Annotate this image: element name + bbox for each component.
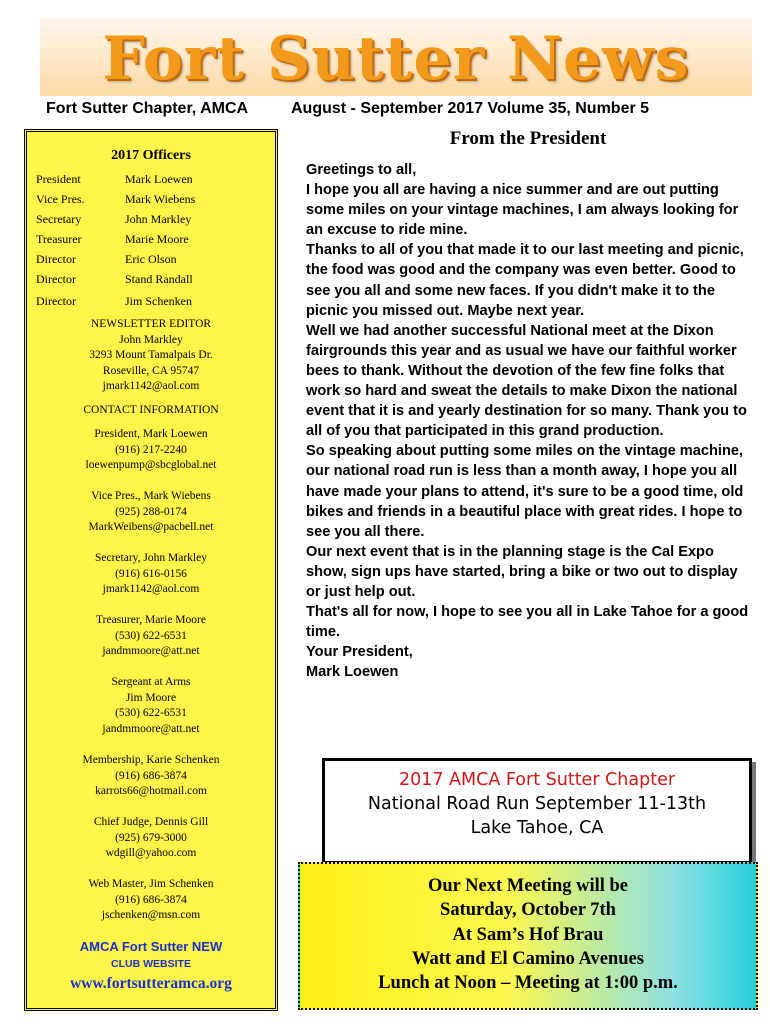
officer-name: Mark Loewen — [125, 172, 193, 186]
contact-phone: (925) 288-0174 — [115, 505, 187, 518]
officer-name: Jim Schenken — [125, 294, 192, 308]
contact-heading: CONTACT INFORMATION — [83, 404, 219, 416]
officer-role: Treasurer — [36, 232, 82, 246]
club-website-link[interactable]: www.fortsutteramca.org — [70, 975, 232, 992]
contact-block — [27, 815, 275, 862]
masthead — [40, 18, 752, 96]
contact-email: MarkWeibens@pacbell.net — [88, 521, 214, 533]
contact-email: jschenken@msn.com — [101, 909, 201, 921]
contact-name: Jim Moore — [125, 691, 177, 704]
meeting-address: Watt and El Camino Avenues — [412, 948, 644, 969]
contact-phone: (925) 679-3000 — [115, 831, 187, 844]
editor-city: Roseville, CA 95747 — [102, 364, 200, 377]
officer-name: Mark Wiebens — [125, 192, 196, 206]
contact-block — [27, 551, 275, 598]
meeting-date: Saturday, October 7th — [440, 900, 616, 921]
officer-role: Secretary — [36, 212, 82, 226]
contact-block — [27, 427, 275, 474]
contact-phone: (916) 686-3874 — [115, 769, 187, 782]
newsletter-title: Fort Sutter News — [102, 24, 690, 94]
contact-block — [27, 753, 275, 800]
contact-title: Treasurer, Marie Moore — [96, 614, 206, 626]
editor-name: John Markley — [119, 333, 183, 346]
officer-role: Director — [36, 272, 76, 286]
contact-block — [27, 489, 275, 536]
officer-name: Marie Moore — [125, 232, 189, 246]
contact-title: Secretary, John Markley — [95, 552, 207, 564]
meeting-venue: At Sam’s Hof Brau — [452, 924, 604, 945]
contact-email: jmark1142@aol.com — [102, 583, 200, 595]
chapter-name: Fort Sutter Chapter, AMCA — [46, 100, 249, 117]
contact-email: loewenpump@sbcglobal.net — [85, 459, 217, 471]
letter-paragraph: That's all for now, I hope to see you all in Lake Tahoe for a good time. — [306, 604, 749, 641]
contact-email: wdgill@yahoo.com — [105, 847, 197, 859]
road-run-chapter: 2017 AMCA Fort Sutter Chapter — [398, 770, 676, 790]
contact-phone: (916) 686-3874 — [115, 893, 187, 906]
contact-block — [27, 877, 275, 924]
letter-paragraph: Thanks to all of you that made it to our last meeting and picnic, the food was good and the company was even better. Good to see you all and some new faces. If you didn't make it to the picnic you missed out. Maybe next year. — [306, 242, 744, 319]
club-website-label: AMCA Fort Sutter NEW — [79, 939, 223, 954]
letter-paragraph: Greetings to all, — [306, 162, 417, 178]
officer-name: John Markley — [125, 212, 192, 226]
letter-signature: Mark Loewen — [306, 664, 399, 681]
officer-role: Director — [36, 294, 76, 308]
officer-role: Vice Pres. — [36, 192, 85, 206]
contact-title: Sergeant at Arms — [111, 676, 191, 688]
road-run-location: Lake Tahoe, CA — [470, 818, 604, 838]
editor-email: jmark1142@aol.com — [102, 380, 200, 392]
contact-phone: (530) 622-6531 — [115, 707, 187, 719]
contact-email: jandmmoore@att.net — [102, 722, 200, 735]
club-website-sublabel: CLUB WEBSITE — [111, 958, 191, 970]
road-run-dates: National Road Run September 11-13th — [367, 794, 707, 814]
contact-title: Membership, Karie Schenken — [82, 754, 220, 766]
president-heading: From the President — [449, 128, 607, 149]
officers-title: 2017 Officers — [111, 148, 191, 163]
sidebar — [24, 129, 278, 1011]
contact-title: Web Master, Jim Schenken — [88, 878, 214, 890]
officer-role: Director — [36, 252, 76, 266]
president-letter — [306, 160, 756, 682]
officer-role: President — [36, 172, 81, 186]
contact-title: Vice Pres., Mark Wiebens — [91, 490, 211, 502]
letter-paragraph: Well we had another successful National meet at the Dixon fairgrounds this year and as usual we have our faithful worker bees to thank. Without the devotion of the few fine folks that work so hard and sweat the details to make Dixon the national event that it is and yearly destination for so many. Thank you to all of you that participated in this grand production. — [306, 322, 747, 440]
road-run-announcement — [322, 758, 752, 864]
contact-block — [27, 675, 275, 737]
contact-phone: (530) 622-6531 — [115, 629, 187, 642]
letter-signoff: Your President, — [306, 644, 413, 661]
contact-phone: (916) 217-2240 — [115, 443, 187, 456]
meeting-time: Lunch at Noon – Meeting at 1:00 p.m. — [378, 973, 678, 994]
letter-paragraph: So speaking about putting some miles on the vintage machine, our national road run is less than a month away, I hope you all have made your plans to attend, it's sure to be a good time, old bikes and friends in a beautiful place with great rides. I hope to see you all there. — [306, 443, 744, 540]
editor-heading: NEWSLETTER EDITOR — [90, 318, 212, 330]
letter-paragraph: I hope you all are having a nice summer and are out putting some miles on your vintage machines, I am always looking for an excuse to ride mine. — [306, 182, 739, 239]
officer-name: Eric Olson — [125, 252, 177, 266]
issue-info: August - September 2017 Volume 35, Number 5 — [291, 100, 650, 117]
next-meeting-box — [298, 862, 758, 1010]
editor-street: 3293 Mount Tamalpais Dr. — [89, 349, 213, 361]
contact-phone: (916) 616-0156 — [115, 567, 187, 580]
contact-email: karrots66@hotmail.com — [95, 785, 207, 797]
officer-name: Stand Randall — [125, 272, 193, 286]
contact-title: President, Mark Loewen — [94, 428, 208, 440]
newsletter-editor — [27, 317, 275, 395]
contact-title: Chief Judge, Dennis Gill — [93, 816, 209, 828]
letter-paragraph: Our next event that is in the planning stage is the Cal Expo show, sign ups have started, bring a bike or two out to display or just help out. — [306, 543, 738, 600]
contact-block — [27, 613, 275, 660]
meeting-line: Our Next Meeting will be — [427, 876, 629, 896]
contact-email: jandmmoore@att.net — [102, 645, 200, 657]
